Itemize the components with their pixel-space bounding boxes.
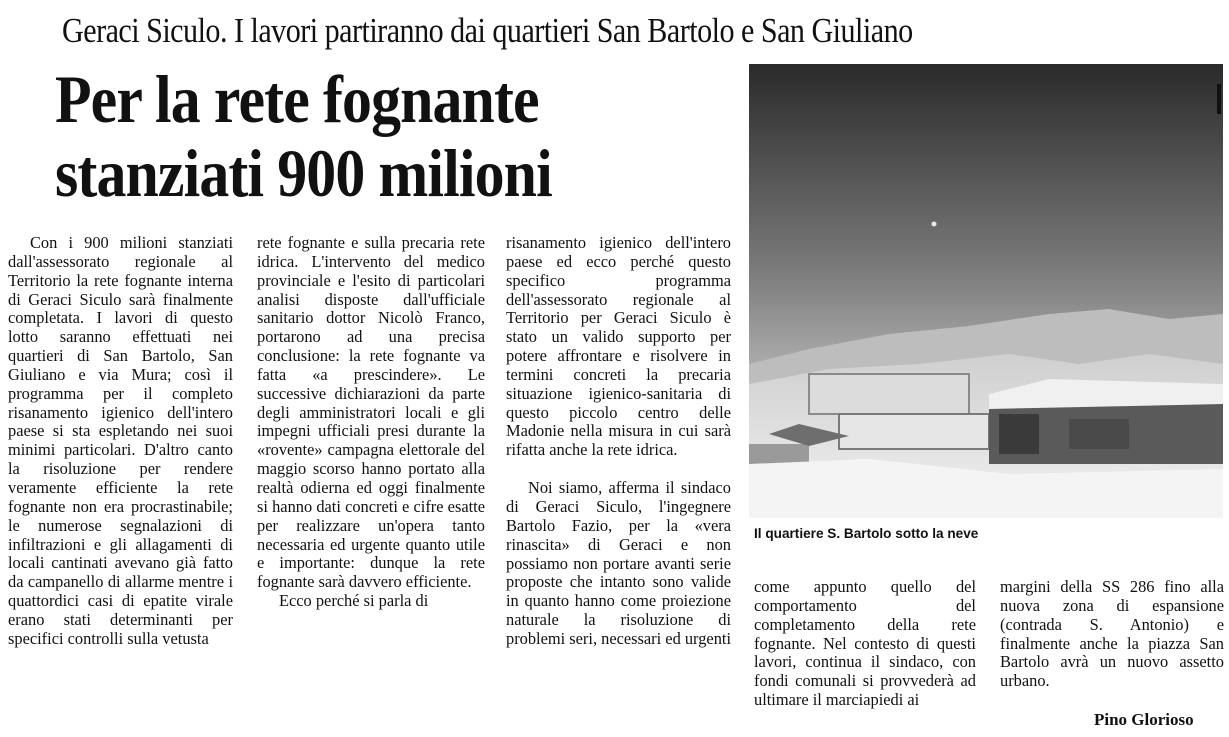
text-column-3 (506, 234, 731, 737)
paragraph: Con i 900 milioni stanziati dall'assessorato regionale al Territorio la rete fognante interna di Geraci Siculo sarà finalmente completata. I lavori di questo lotto saranno effettuati nei quartieri di San Bartolo, San Giuliano e via Mura; così il programma per il completo risanamento igienico dell'intero paese si sta espletando nei suoi minimi particolari. D'altro canto la risoluzione per rendere veramente efficiente la rete fognante non era procrastinabile; le numerose segnalazioni di infiltrazioni e gli allagamenti di locali cantinati avevano già fatto da campanello di allarme mentre i quattordici casi di epatite virale erano stati determinanti per specifici controlli sulla vetusta (8, 234, 233, 648)
snow-village-image (749, 64, 1223, 518)
article-photo (749, 64, 1223, 518)
paragraph: come appunto quello del comportamento del completamento della rete fognante. Nel contesto di questi lavori, continua il sindaco, con fondi comunali si provvederà ad ultimare il marciapiedi ai (754, 578, 976, 710)
photo-caption: Il quartiere S. Bartolo sotto la neve (754, 526, 979, 541)
paragraph: risanamento igienico dell'intero paese ed ecco perché questo specifico programma dell'assessorato regionale al Territorio per Geraci Siculo è stato un valido supporto per potere affrontare e risolvere in termini concreti la precaria situazione igienico-sanitaria di questo piccolo centro delle Madonie nella misura in cui sarà rifatta anche la rete idrica. (506, 234, 731, 460)
text-column-1 (8, 234, 233, 737)
byline: Pino Glorioso (1094, 710, 1194, 729)
text-column-4 (754, 578, 976, 737)
article-kicker: Geraci Siculo. I lavori partiranno dai quartieri San Bartolo e San Giuliano (62, 11, 913, 50)
paragraph: rete fognante e sulla precaria rete idrica. L'intervento del medico provinciale e l'esito di particolari analisi disposte dall'ufficiale sanitario dottor Nicolò Franco, portarono ad una precisa conclusione: la rete fognante va fatta «a prescindere». Le successive dichiarazioni da parte degli amministratori locali e gli impegni ufficiali presi durante la «rovente» campagna elettorale del maggio scorso hanno portato alla realtà odierna ed oggi finalmente si hanno dati concreti e cifre esatte per realizzare un'opera tanto necessaria ed urgente quanto utile e importante: dunque la rete fognante sarà davvero efficiente. (257, 234, 485, 592)
headline-line-2: stanziati 900 milioni (55, 135, 552, 211)
paragraph: margini della SS 286 fino alla nuova zona di espansione (contrada S. Antonio) e finalmente anche la piazza San Bartolo avrà un nuovo assetto urbano. (1000, 578, 1224, 691)
article-headline (55, 62, 671, 210)
headline-line-1: Per la rete fognante (55, 61, 539, 137)
paragraph: Noi siamo, afferma il sindaco di Geraci Siculo, l'ingegnere Bartolo Fazio, per la «vera rinascita» di Geraci e non possiamo non portare avanti serie proposte che intanto sono valide in quanto hanno come proiezione naturale la risoluzione di problemi seri, necessari ed urgenti (506, 478, 731, 648)
paragraph: Ecco perché si parla di (279, 591, 429, 611)
text-column-2 (257, 234, 485, 737)
